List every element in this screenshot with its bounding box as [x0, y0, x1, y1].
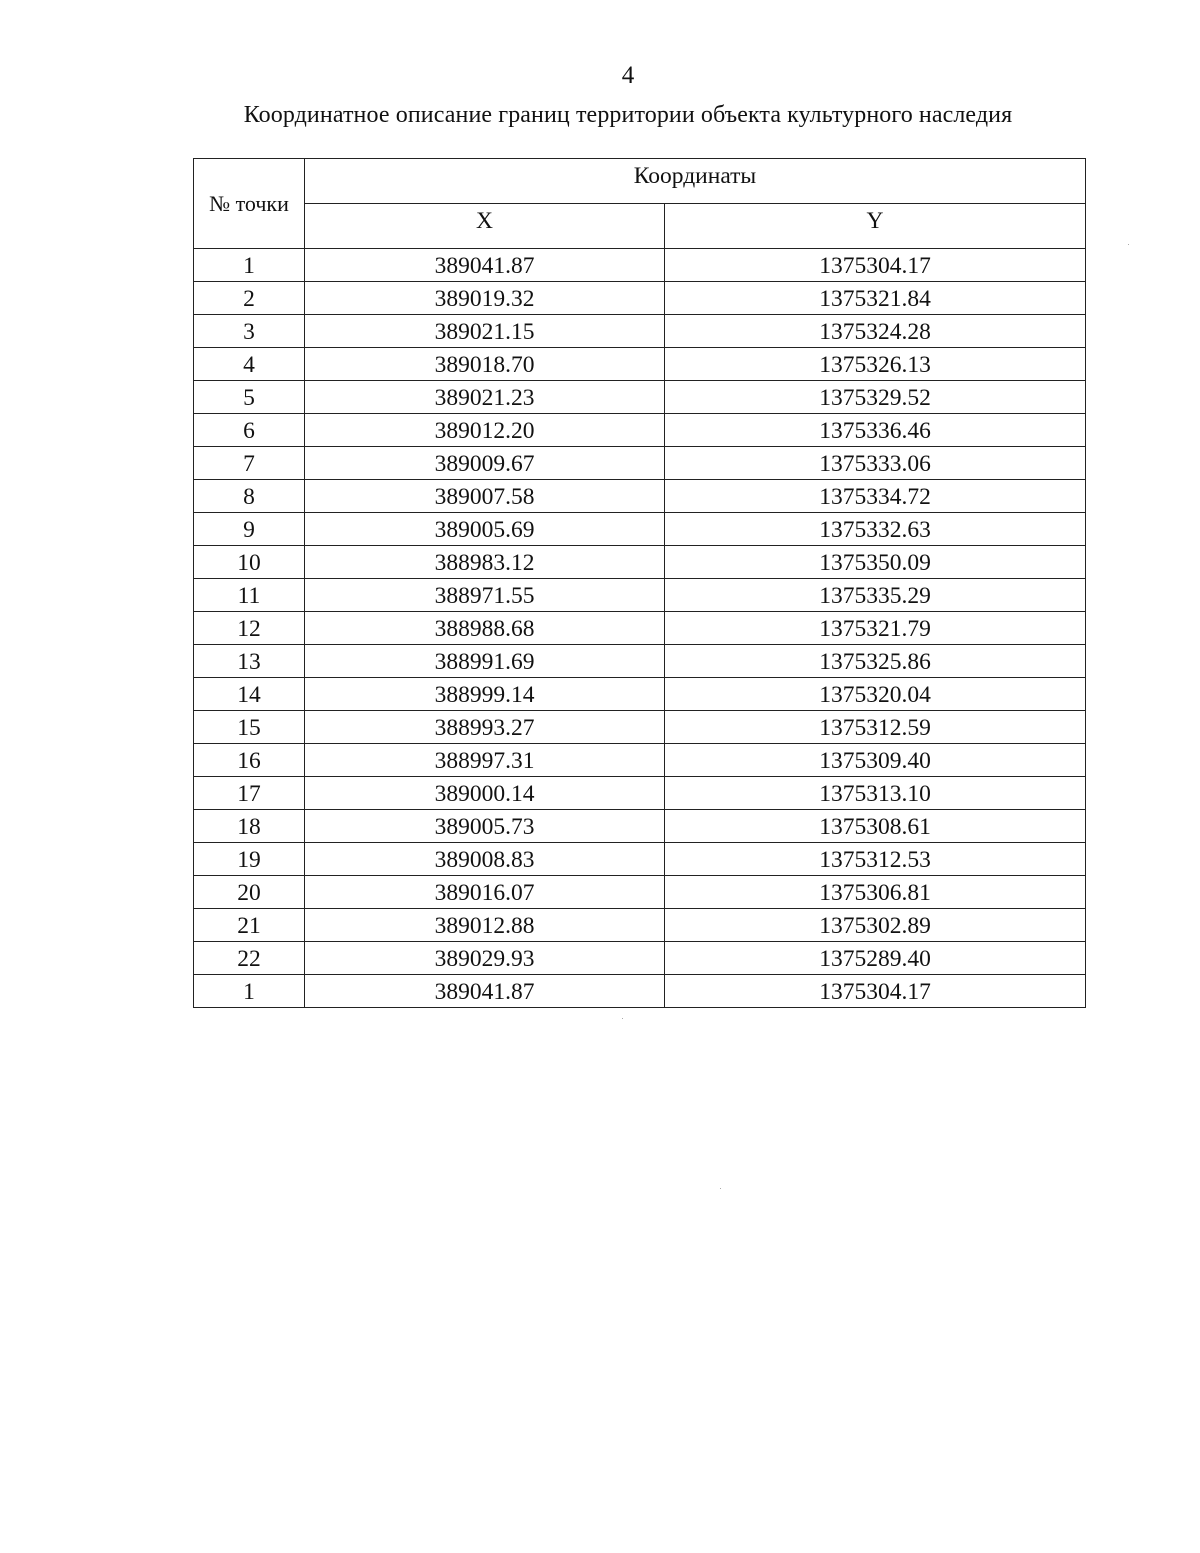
table-row: [194, 513, 1086, 546]
cell-point-number: 15: [194, 711, 305, 744]
cell-y: 1375332.63: [665, 513, 1086, 546]
cell-x: 389021.23: [305, 381, 665, 414]
cell-x: 388988.68: [305, 612, 665, 645]
cell-y: 1375309.40: [665, 744, 1086, 777]
cell-point-number: 12: [194, 612, 305, 645]
cell-x: 389041.87: [305, 975, 665, 1008]
cell-x: 389041.87: [305, 249, 665, 282]
cell-y: 1375335.29: [665, 579, 1086, 612]
cell-x: 389018.70: [305, 348, 665, 381]
cell-point-number: 14: [194, 678, 305, 711]
table-row: [194, 249, 1086, 282]
cell-x: 389008.83: [305, 843, 665, 876]
table-row: [194, 282, 1086, 315]
cell-x: 389019.32: [305, 282, 665, 315]
cell-x: 389012.20: [305, 414, 665, 447]
table-row: [194, 975, 1086, 1008]
cell-y: 1375326.13: [665, 348, 1086, 381]
cell-y: 1375334.72: [665, 480, 1086, 513]
cell-y: 1375304.17: [665, 249, 1086, 282]
scan-speck: [1128, 244, 1129, 245]
cell-point-number: 2: [194, 282, 305, 315]
cell-point-number: 8: [194, 480, 305, 513]
cell-y: 1375306.81: [665, 876, 1086, 909]
cell-x: 389016.07: [305, 876, 665, 909]
cell-y: 1375320.04: [665, 678, 1086, 711]
table-row: [194, 645, 1086, 678]
cell-x: 389012.88: [305, 909, 665, 942]
table-row: [194, 579, 1086, 612]
cell-y: 1375289.40: [665, 942, 1086, 975]
cell-x: 388997.31: [305, 744, 665, 777]
cell-y: 1375350.09: [665, 546, 1086, 579]
table-row: [194, 810, 1086, 843]
cell-y: 1375321.84: [665, 282, 1086, 315]
cell-x: 389029.93: [305, 942, 665, 975]
cell-point-number: 7: [194, 447, 305, 480]
cell-point-number: 6: [194, 414, 305, 447]
cell-y: 1375336.46: [665, 414, 1086, 447]
cell-point-number: 21: [194, 909, 305, 942]
cell-x: 388993.27: [305, 711, 665, 744]
header-coordinates: Координаты: [305, 159, 1086, 204]
header-point-number: № точки: [194, 159, 305, 249]
table-header: [194, 159, 1086, 249]
cell-y: 1375329.52: [665, 381, 1086, 414]
header-y: Y: [665, 204, 1086, 249]
cell-point-number: 19: [194, 843, 305, 876]
cell-point-number: 1: [194, 975, 305, 1008]
table-row: [194, 942, 1086, 975]
cell-y: 1375333.06: [665, 447, 1086, 480]
table-row: [194, 381, 1086, 414]
cell-y: 1375302.89: [665, 909, 1086, 942]
table-row: [194, 678, 1086, 711]
cell-point-number: 13: [194, 645, 305, 678]
cell-x: 389005.73: [305, 810, 665, 843]
cell-point-number: 3: [194, 315, 305, 348]
cell-point-number: 16: [194, 744, 305, 777]
table-row: [194, 414, 1086, 447]
table-row: [194, 480, 1086, 513]
cell-y: 1375308.61: [665, 810, 1086, 843]
page-number: 4: [621, 62, 635, 89]
cell-x: 388971.55: [305, 579, 665, 612]
cell-x: 389009.67: [305, 447, 665, 480]
cell-x: 388999.14: [305, 678, 665, 711]
table-row: [194, 447, 1086, 480]
table-row: [194, 315, 1086, 348]
cell-x: 388983.12: [305, 546, 665, 579]
cell-y: 1375321.79: [665, 612, 1086, 645]
cell-y: 1375313.10: [665, 777, 1086, 810]
cell-x: 389005.69: [305, 513, 665, 546]
scan-speck: [720, 1188, 721, 1189]
cell-y: 1375324.28: [665, 315, 1086, 348]
cell-x: 389021.15: [305, 315, 665, 348]
cell-point-number: 22: [194, 942, 305, 975]
cell-point-number: 5: [194, 381, 305, 414]
table-row: [194, 348, 1086, 381]
table-body: [194, 249, 1086, 1008]
document-title: Координатное описание границ территории объекта культурного наследия: [243, 102, 1013, 128]
table-row: [194, 876, 1086, 909]
cell-x: 388991.69: [305, 645, 665, 678]
table-row: [194, 744, 1086, 777]
cell-point-number: 10: [194, 546, 305, 579]
cell-point-number: 17: [194, 777, 305, 810]
cell-y: 1375325.86: [665, 645, 1086, 678]
table-row: [194, 777, 1086, 810]
cell-x: 389007.58: [305, 480, 665, 513]
cell-y: 1375304.17: [665, 975, 1086, 1008]
cell-point-number: 20: [194, 876, 305, 909]
scan-speck: [622, 1018, 623, 1019]
table-row: [194, 612, 1086, 645]
cell-point-number: 9: [194, 513, 305, 546]
table-row: [194, 909, 1086, 942]
cell-point-number: 11: [194, 579, 305, 612]
cell-point-number: 1: [194, 249, 305, 282]
table-row: [194, 711, 1086, 744]
cell-y: 1375312.59: [665, 711, 1086, 744]
cell-point-number: 4: [194, 348, 305, 381]
header-x: X: [305, 204, 665, 249]
coordinates-table: [193, 158, 1086, 1008]
cell-x: 389000.14: [305, 777, 665, 810]
table-row: [194, 546, 1086, 579]
cell-y: 1375312.53: [665, 843, 1086, 876]
table-row: [194, 843, 1086, 876]
cell-point-number: 18: [194, 810, 305, 843]
